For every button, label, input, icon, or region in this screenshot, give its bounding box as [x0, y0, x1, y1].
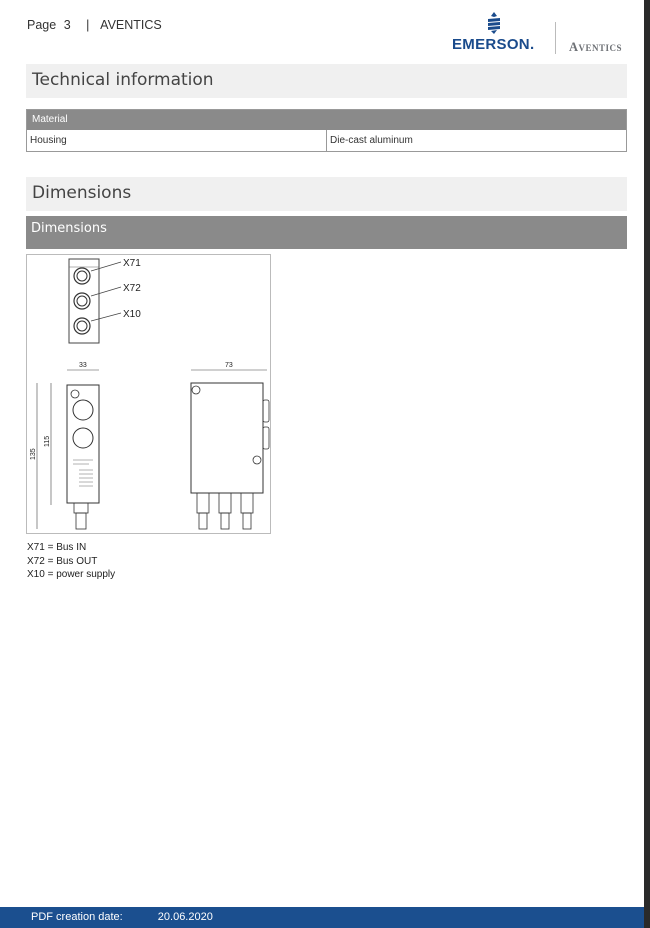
- page-footer: [0, 907, 644, 928]
- material-table-header: Material: [27, 110, 626, 130]
- legend-item: X71 = Bus IN: [27, 542, 87, 553]
- legend-item: X72 = Bus OUT: [27, 555, 98, 567]
- dimension-drawing-svg: [27, 255, 272, 535]
- logo-divider: [555, 22, 556, 54]
- legend-item: X10 = power supply: [27, 569, 116, 580]
- dim-width-front: 33: [79, 362, 87, 369]
- pdf-creation-label: PDF creation date:: [31, 911, 123, 923]
- page-number: 3: [63, 18, 71, 32]
- material-table: [26, 109, 627, 152]
- callout-x72: X72: [123, 283, 141, 294]
- dimensions-subheading: Dimensions: [26, 216, 627, 249]
- dim-height-body: 115: [44, 435, 51, 447]
- emerson-wordmark: EMERSON.: [452, 36, 535, 53]
- pdf-creation-date: 20.06.2020: [157, 911, 213, 923]
- row-label: Housing: [27, 130, 327, 151]
- header-separator: |: [86, 18, 90, 32]
- emerson-aventics-logo: [452, 12, 644, 56]
- technical-information-heading: Technical information: [26, 64, 627, 98]
- emerson-mark-icon: [484, 12, 504, 34]
- dimension-drawing: [26, 254, 271, 534]
- dim-width-side: 73: [225, 362, 233, 369]
- connector-legend: [27, 541, 115, 582]
- page-label: Page: [27, 18, 57, 32]
- callout-x71: X71: [123, 258, 141, 269]
- header-brand: AVENTICS: [100, 18, 162, 32]
- aventics-wordmark: Aventics: [569, 40, 623, 54]
- page-right-edge: [644, 0, 650, 928]
- dimensions-heading: Dimensions: [26, 177, 627, 211]
- page-header: [27, 18, 166, 32]
- table-row: [27, 130, 626, 151]
- dim-height-total: 135: [30, 448, 37, 460]
- callout-x10: X10: [123, 309, 141, 320]
- row-value: Die-cast aluminum: [330, 135, 413, 146]
